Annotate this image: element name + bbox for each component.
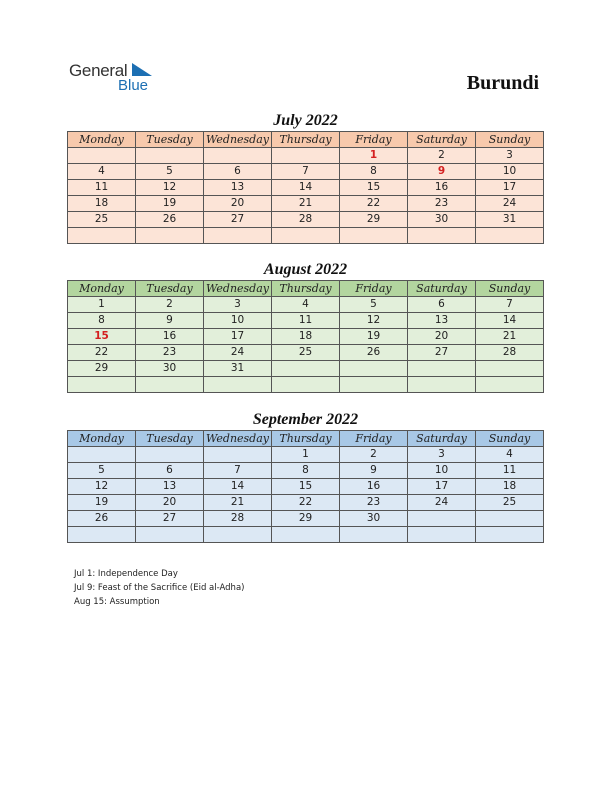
week-row bbox=[68, 329, 544, 345]
day-cell bbox=[340, 377, 408, 393]
day-cell bbox=[408, 361, 476, 377]
month-calendar bbox=[67, 111, 544, 244]
day-cell: 1 bbox=[272, 447, 340, 463]
day-cell bbox=[204, 447, 272, 463]
day-cell bbox=[136, 377, 204, 393]
holiday-notes bbox=[74, 567, 244, 609]
day-cell: 6 bbox=[408, 297, 476, 313]
day-cell: 4 bbox=[68, 164, 136, 180]
weekday-header: Sunday bbox=[476, 132, 544, 148]
day-cell: 24 bbox=[204, 345, 272, 361]
day-cell: 14 bbox=[476, 313, 544, 329]
weekday-header: Friday bbox=[340, 281, 408, 297]
day-cell: 9 bbox=[340, 463, 408, 479]
day-cell: 9 bbox=[136, 313, 204, 329]
weekday-header: Thursday bbox=[272, 281, 340, 297]
week-row bbox=[68, 164, 544, 180]
day-cell: 16 bbox=[136, 329, 204, 345]
day-cell bbox=[408, 228, 476, 244]
day-cell: 6 bbox=[204, 164, 272, 180]
day-cell: 1 bbox=[340, 148, 408, 164]
day-cell bbox=[204, 148, 272, 164]
day-cell: 22 bbox=[272, 495, 340, 511]
day-cell: 15 bbox=[340, 180, 408, 196]
day-cell: 13 bbox=[204, 180, 272, 196]
week-row bbox=[68, 447, 544, 463]
day-cell: 16 bbox=[408, 180, 476, 196]
holiday-note: Aug 15: Assumption bbox=[74, 597, 160, 607]
logo-text-blue: Blue bbox=[118, 77, 149, 94]
month-grid bbox=[67, 131, 544, 244]
week-row bbox=[68, 479, 544, 495]
day-cell: 21 bbox=[204, 495, 272, 511]
day-cell bbox=[136, 228, 204, 244]
day-cell: 18 bbox=[476, 479, 544, 495]
week-row bbox=[68, 228, 544, 244]
day-cell: 13 bbox=[408, 313, 476, 329]
day-cell bbox=[68, 228, 136, 244]
day-cell: 10 bbox=[476, 164, 544, 180]
week-row bbox=[68, 345, 544, 361]
day-cell: 12 bbox=[136, 180, 204, 196]
weekday-header: Tuesday bbox=[136, 281, 204, 297]
week-row bbox=[68, 297, 544, 313]
day-cell: 19 bbox=[136, 196, 204, 212]
weekday-header: Friday bbox=[340, 132, 408, 148]
day-cell: 29 bbox=[68, 361, 136, 377]
day-cell bbox=[476, 511, 544, 527]
day-cell: 2 bbox=[340, 447, 408, 463]
day-cell: 20 bbox=[408, 329, 476, 345]
day-cell bbox=[68, 447, 136, 463]
day-cell: 29 bbox=[272, 511, 340, 527]
day-cell: 20 bbox=[204, 196, 272, 212]
weekday-header-row bbox=[68, 281, 544, 297]
day-cell: 2 bbox=[408, 148, 476, 164]
holiday-note: Jul 9: Feast of the Sacrifice (Eid al-Adha) bbox=[74, 583, 245, 593]
month-grid bbox=[67, 430, 544, 543]
day-cell: 10 bbox=[408, 463, 476, 479]
day-cell: 22 bbox=[68, 345, 136, 361]
weekday-header: Thursday bbox=[272, 431, 340, 447]
day-cell: 5 bbox=[68, 463, 136, 479]
day-cell: 5 bbox=[340, 297, 408, 313]
day-cell bbox=[476, 228, 544, 244]
weekday-header: Wednesday bbox=[204, 281, 272, 297]
day-cell: 17 bbox=[476, 180, 544, 196]
day-cell: 21 bbox=[476, 329, 544, 345]
weekday-header: Friday bbox=[340, 431, 408, 447]
weekday-header-row bbox=[68, 431, 544, 447]
day-cell bbox=[272, 228, 340, 244]
day-cell: 27 bbox=[204, 212, 272, 228]
day-cell: 26 bbox=[340, 345, 408, 361]
weekday-header: Monday bbox=[68, 132, 136, 148]
day-cell bbox=[340, 228, 408, 244]
day-cell bbox=[272, 361, 340, 377]
day-cell bbox=[476, 377, 544, 393]
day-cell bbox=[204, 228, 272, 244]
day-cell bbox=[136, 447, 204, 463]
day-cell: 17 bbox=[204, 329, 272, 345]
day-cell: 23 bbox=[136, 345, 204, 361]
day-cell: 2 bbox=[136, 297, 204, 313]
holiday-note: Jul 1: Independence Day bbox=[74, 569, 178, 579]
day-cell: 24 bbox=[408, 495, 476, 511]
day-cell: 3 bbox=[408, 447, 476, 463]
weekday-header: Tuesday bbox=[136, 431, 204, 447]
month-title: August 2022 bbox=[263, 261, 348, 278]
weekday-header: Monday bbox=[68, 281, 136, 297]
weekday-header: Monday bbox=[68, 431, 136, 447]
day-cell bbox=[68, 377, 136, 393]
month-calendar bbox=[67, 260, 544, 393]
day-cell: 19 bbox=[68, 495, 136, 511]
weekday-header: Saturday bbox=[408, 132, 476, 148]
day-cell: 30 bbox=[136, 361, 204, 377]
country-title: Burundi bbox=[466, 72, 539, 94]
day-cell: 21 bbox=[272, 196, 340, 212]
day-cell: 7 bbox=[272, 164, 340, 180]
day-cell: 25 bbox=[476, 495, 544, 511]
day-cell bbox=[272, 148, 340, 164]
day-cell: 8 bbox=[68, 313, 136, 329]
weekday-header-row bbox=[68, 132, 544, 148]
day-cell: 29 bbox=[340, 212, 408, 228]
day-cell bbox=[204, 527, 272, 543]
weekday-header: Saturday bbox=[408, 431, 476, 447]
day-cell: 22 bbox=[340, 196, 408, 212]
logo-triangle-icon bbox=[132, 63, 152, 77]
weekday-header: Sunday bbox=[476, 281, 544, 297]
day-cell bbox=[272, 527, 340, 543]
day-cell bbox=[68, 148, 136, 164]
day-cell bbox=[136, 148, 204, 164]
week-row bbox=[68, 495, 544, 511]
day-cell: 27 bbox=[136, 511, 204, 527]
week-row bbox=[68, 463, 544, 479]
day-cell: 12 bbox=[68, 479, 136, 495]
day-cell bbox=[68, 527, 136, 543]
day-cell: 5 bbox=[136, 164, 204, 180]
day-cell: 4 bbox=[272, 297, 340, 313]
day-cell: 12 bbox=[340, 313, 408, 329]
day-cell: 9 bbox=[408, 164, 476, 180]
day-cell: 28 bbox=[204, 511, 272, 527]
day-cell: 31 bbox=[476, 212, 544, 228]
day-cell bbox=[340, 527, 408, 543]
generalblue-logo bbox=[69, 61, 169, 97]
day-cell bbox=[408, 527, 476, 543]
day-cell: 16 bbox=[340, 479, 408, 495]
day-cell: 27 bbox=[408, 345, 476, 361]
day-cell bbox=[340, 361, 408, 377]
weekday-header: Sunday bbox=[476, 431, 544, 447]
day-cell: 14 bbox=[272, 180, 340, 196]
week-row bbox=[68, 148, 544, 164]
day-cell: 7 bbox=[204, 463, 272, 479]
day-cell: 11 bbox=[68, 180, 136, 196]
day-cell: 3 bbox=[204, 297, 272, 313]
day-cell bbox=[408, 511, 476, 527]
day-cell bbox=[408, 377, 476, 393]
weekday-header: Wednesday bbox=[204, 431, 272, 447]
day-cell bbox=[272, 377, 340, 393]
day-cell: 6 bbox=[136, 463, 204, 479]
weekday-header: Wednesday bbox=[204, 132, 272, 148]
week-row bbox=[68, 313, 544, 329]
day-cell: 11 bbox=[272, 313, 340, 329]
weekday-header: Thursday bbox=[272, 132, 340, 148]
day-cell: 31 bbox=[204, 361, 272, 377]
month-calendar bbox=[67, 410, 544, 543]
week-row bbox=[68, 180, 544, 196]
day-cell: 26 bbox=[68, 511, 136, 527]
day-cell: 11 bbox=[476, 463, 544, 479]
day-cell: 15 bbox=[272, 479, 340, 495]
day-cell: 19 bbox=[340, 329, 408, 345]
week-row bbox=[68, 377, 544, 393]
day-cell: 30 bbox=[340, 511, 408, 527]
day-cell: 1 bbox=[68, 297, 136, 313]
day-cell: 28 bbox=[476, 345, 544, 361]
day-cell: 14 bbox=[204, 479, 272, 495]
day-cell: 25 bbox=[272, 345, 340, 361]
week-row bbox=[68, 212, 544, 228]
day-cell: 13 bbox=[136, 479, 204, 495]
day-cell: 8 bbox=[272, 463, 340, 479]
day-cell: 17 bbox=[408, 479, 476, 495]
day-cell: 18 bbox=[68, 196, 136, 212]
day-cell: 23 bbox=[408, 196, 476, 212]
day-cell: 26 bbox=[136, 212, 204, 228]
day-cell: 7 bbox=[476, 297, 544, 313]
day-cell: 24 bbox=[476, 196, 544, 212]
month-grid bbox=[67, 280, 544, 393]
day-cell: 10 bbox=[204, 313, 272, 329]
day-cell: 23 bbox=[340, 495, 408, 511]
day-cell bbox=[476, 361, 544, 377]
day-cell bbox=[136, 527, 204, 543]
day-cell bbox=[476, 527, 544, 543]
day-cell: 18 bbox=[272, 329, 340, 345]
week-row bbox=[68, 527, 544, 543]
day-cell: 15 bbox=[68, 329, 136, 345]
day-cell: 28 bbox=[272, 212, 340, 228]
week-row bbox=[68, 511, 544, 527]
day-cell bbox=[204, 377, 272, 393]
day-cell: 4 bbox=[476, 447, 544, 463]
weekday-header: Saturday bbox=[408, 281, 476, 297]
day-cell: 20 bbox=[136, 495, 204, 511]
day-cell: 25 bbox=[68, 212, 136, 228]
day-cell: 8 bbox=[340, 164, 408, 180]
week-row bbox=[68, 196, 544, 212]
day-cell: 3 bbox=[476, 148, 544, 164]
month-title: September 2022 bbox=[252, 411, 359, 428]
logo-text-general: General bbox=[69, 61, 128, 80]
weekday-header: Tuesday bbox=[136, 132, 204, 148]
week-row bbox=[68, 361, 544, 377]
day-cell: 30 bbox=[408, 212, 476, 228]
month-title: July 2022 bbox=[273, 112, 338, 129]
